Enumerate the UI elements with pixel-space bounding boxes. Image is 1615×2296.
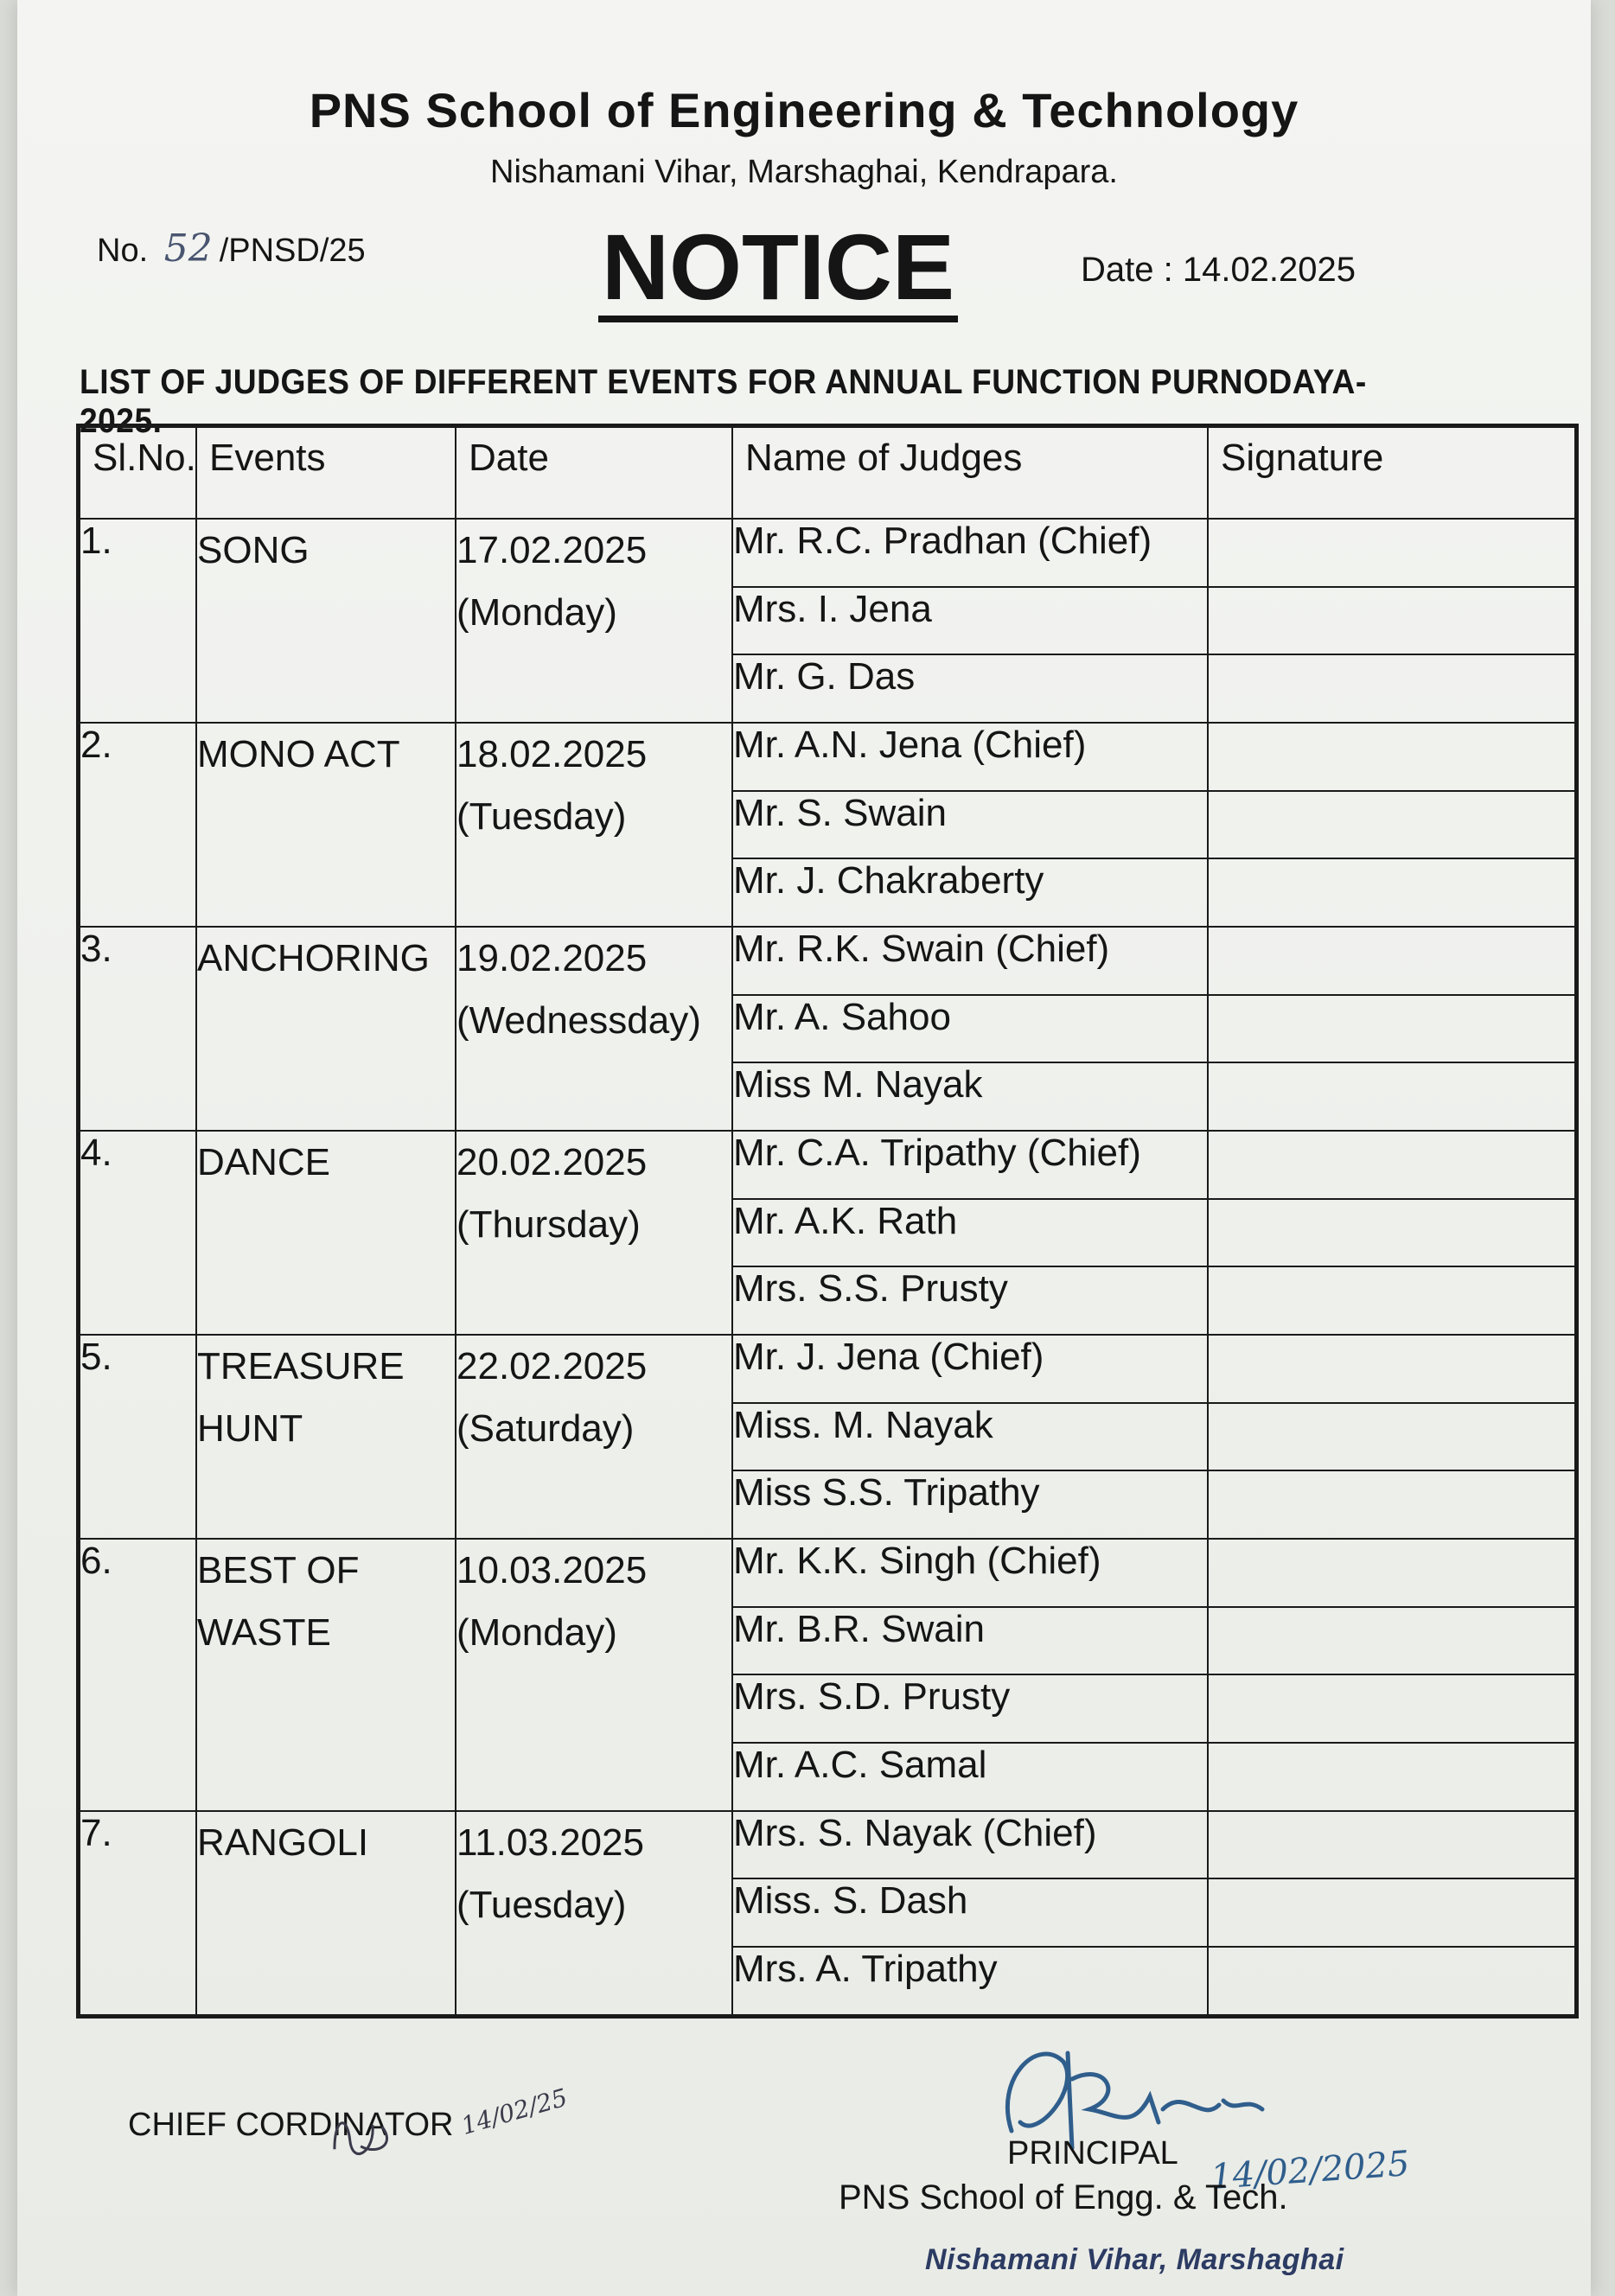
principal-label: PRINCIPAL (1007, 2135, 1178, 2172)
signature-cell (1208, 1674, 1575, 1743)
event-cell: SONG (196, 519, 456, 723)
judge-name-cell: Mr. C.A. Tripathy (Chief) (732, 1131, 1208, 1199)
event-date: 10.03.2025 (456, 1549, 648, 1592)
signature-cell (1208, 858, 1575, 927)
date-cell (456, 927, 732, 1131)
event-date: 11.03.2025 (456, 1821, 644, 1864)
judges-table-body (80, 519, 1575, 2015)
judge-name-cell: Miss. M. Nayak (732, 1403, 1208, 1471)
reference-prefix: No. (97, 233, 149, 269)
table-row (80, 723, 1575, 791)
judge-name-cell: Mr. A.K. Rath (732, 1199, 1208, 1267)
judge-name-cell: Mr. K.K. Singh (Chief) (732, 1539, 1208, 1607)
signature-cell (1208, 1266, 1575, 1335)
event-day: (Monday) (456, 1611, 617, 1655)
signature-cell (1208, 1199, 1575, 1267)
serial-number-cell: 1. (80, 519, 196, 723)
column-header-signature: Signature (1208, 427, 1575, 519)
notice-sheet (17, 0, 1591, 2296)
event-cell: RANGOLI (196, 1811, 456, 2015)
judges-table-frame (76, 424, 1579, 2019)
event-date: 18.02.2025 (456, 733, 648, 776)
date-cell (456, 1131, 732, 1335)
serial-number-cell: 6. (80, 1539, 196, 1811)
event-cell: ANCHORING (196, 927, 456, 1131)
column-header-date: Date (456, 427, 732, 519)
event-day: (Wednessday) (456, 999, 701, 1043)
principal-signature-date: 14/02/2025 (1209, 2144, 1411, 2197)
event-date: 19.02.2025 (456, 937, 648, 980)
signature-cell (1208, 723, 1575, 791)
date-cell (456, 723, 732, 927)
signature-cell (1208, 1335, 1575, 1403)
column-header-judges: Name of Judges (732, 427, 1208, 519)
coordinator-signature (316, 2046, 571, 2178)
signature-cell (1208, 1947, 1575, 2015)
reference-handwritten-number: 52 (163, 226, 213, 271)
serial-number-cell: 4. (80, 1131, 196, 1335)
signature-cell (1208, 995, 1575, 1063)
judge-name-cell: Miss S.S. Tripathy (732, 1470, 1208, 1539)
signature-cell (1208, 654, 1575, 723)
date-cell (456, 1811, 732, 2015)
judge-name-cell: Mr. A.C. Samal (732, 1743, 1208, 1811)
signature-cell (1208, 1403, 1575, 1471)
event-cell: DANCE (196, 1131, 456, 1335)
signature-cell (1208, 1811, 1575, 1879)
judge-name-cell: Mr. J. Jena (Chief) (732, 1335, 1208, 1403)
judge-name-cell: Mr. A.N. Jena (Chief) (732, 723, 1208, 791)
event-day: (Thursday) (456, 1203, 641, 1247)
judge-name-cell: Miss. S. Dash (732, 1878, 1208, 1947)
coordinator-signature-scribble (316, 2078, 456, 2172)
date-cell (456, 519, 732, 723)
school-short-name: PNS School of Engg. & Tech. (839, 2178, 1288, 2216)
signature-cell (1208, 1539, 1575, 1607)
event-day: (Tuesday) (456, 795, 627, 839)
column-header-slno: Sl.No. (80, 427, 196, 519)
event-day: (Monday) (456, 591, 617, 634)
signature-cell (1208, 519, 1575, 587)
judge-name-cell: Mr. R.K. Swain (Chief) (732, 927, 1208, 995)
school-name: PNS School of Engineering & Technology (309, 83, 1299, 137)
reference-suffix: /PNSD/25 (219, 233, 366, 269)
event-day: (Saturday) (456, 1407, 635, 1451)
serial-number-cell: 7. (80, 1811, 196, 2015)
table-row (80, 927, 1575, 995)
event-date: 17.02.2025 (456, 529, 648, 571)
signature-cell (1208, 1878, 1575, 1947)
judge-name-cell: Mr. G. Das (732, 654, 1208, 723)
date-cell (456, 1335, 732, 1539)
signature-cell (1208, 1607, 1575, 1675)
notice-title: NOTICE (598, 220, 958, 322)
judge-name-cell: Mr. R.C. Pradhan (Chief) (732, 519, 1208, 587)
signature-cell (1208, 1743, 1575, 1811)
table-row (80, 1539, 1575, 1607)
judge-name-cell: Mrs. S. Nayak (Chief) (732, 1811, 1208, 1879)
judge-name-cell: Mr. J. Chakraberty (732, 858, 1208, 927)
judge-name-cell: Mrs. A. Tripathy (732, 1947, 1208, 2015)
column-header-events: Events (196, 427, 456, 519)
judge-name-cell: Mr. A. Sahoo (732, 995, 1208, 1063)
date-cell (456, 1539, 732, 1811)
judge-name-cell: Mr. S. Swain (732, 791, 1208, 859)
event-date: 20.02.2025 (456, 1141, 648, 1184)
judge-name-cell: Mrs. S.D. Prusty (732, 1674, 1208, 1743)
judge-name-cell: Mrs. S.S. Prusty (732, 1266, 1208, 1335)
judges-table (79, 426, 1576, 2016)
table-row (80, 1335, 1575, 1403)
school-stamp: Nishamani Vihar, Marshaghai (925, 2243, 1344, 2276)
table-row (80, 1131, 1575, 1199)
table-header-row (80, 427, 1575, 519)
signature-cell (1208, 587, 1575, 655)
signature-cell (1208, 791, 1575, 859)
judge-name-cell: Miss M. Nayak (732, 1062, 1208, 1131)
signature-cell (1208, 1470, 1575, 1539)
table-row (80, 1811, 1575, 1879)
serial-number-cell: 5. (80, 1335, 196, 1539)
event-day: (Tuesday) (456, 1883, 627, 1926)
judge-name-cell: Mr. B.R. Swain (732, 1607, 1208, 1675)
event-cell: BEST OF WASTE (196, 1539, 456, 1811)
event-cell: TREASURE HUNT (196, 1335, 456, 1539)
event-cell: MONO ACT (196, 723, 456, 927)
coordinator-signature-date: 14/02/25 (457, 2082, 571, 2140)
signature-cell (1208, 927, 1575, 995)
school-address: Nishamani Vihar, Marshaghai, Kendrapara. (490, 154, 1118, 190)
issue-date: Date : 14.02.2025 (1081, 251, 1356, 289)
list-heading: LIST OF JUDGES OF DIFFERENT EVENTS FOR ANNUAL FUNCTION PURNODAYA-2025. (80, 363, 1367, 440)
serial-number-cell: 3. (80, 927, 196, 1131)
event-date: 22.02.2025 (456, 1345, 648, 1388)
chief-coordinator-label: CHIEF CORDINATOR (128, 2107, 454, 2143)
serial-number-cell: 2. (80, 723, 196, 927)
table-row (80, 519, 1575, 587)
signature-cell (1208, 1131, 1575, 1199)
judge-name-cell: Mrs. I. Jena (732, 587, 1208, 655)
signature-cell (1208, 1062, 1575, 1131)
